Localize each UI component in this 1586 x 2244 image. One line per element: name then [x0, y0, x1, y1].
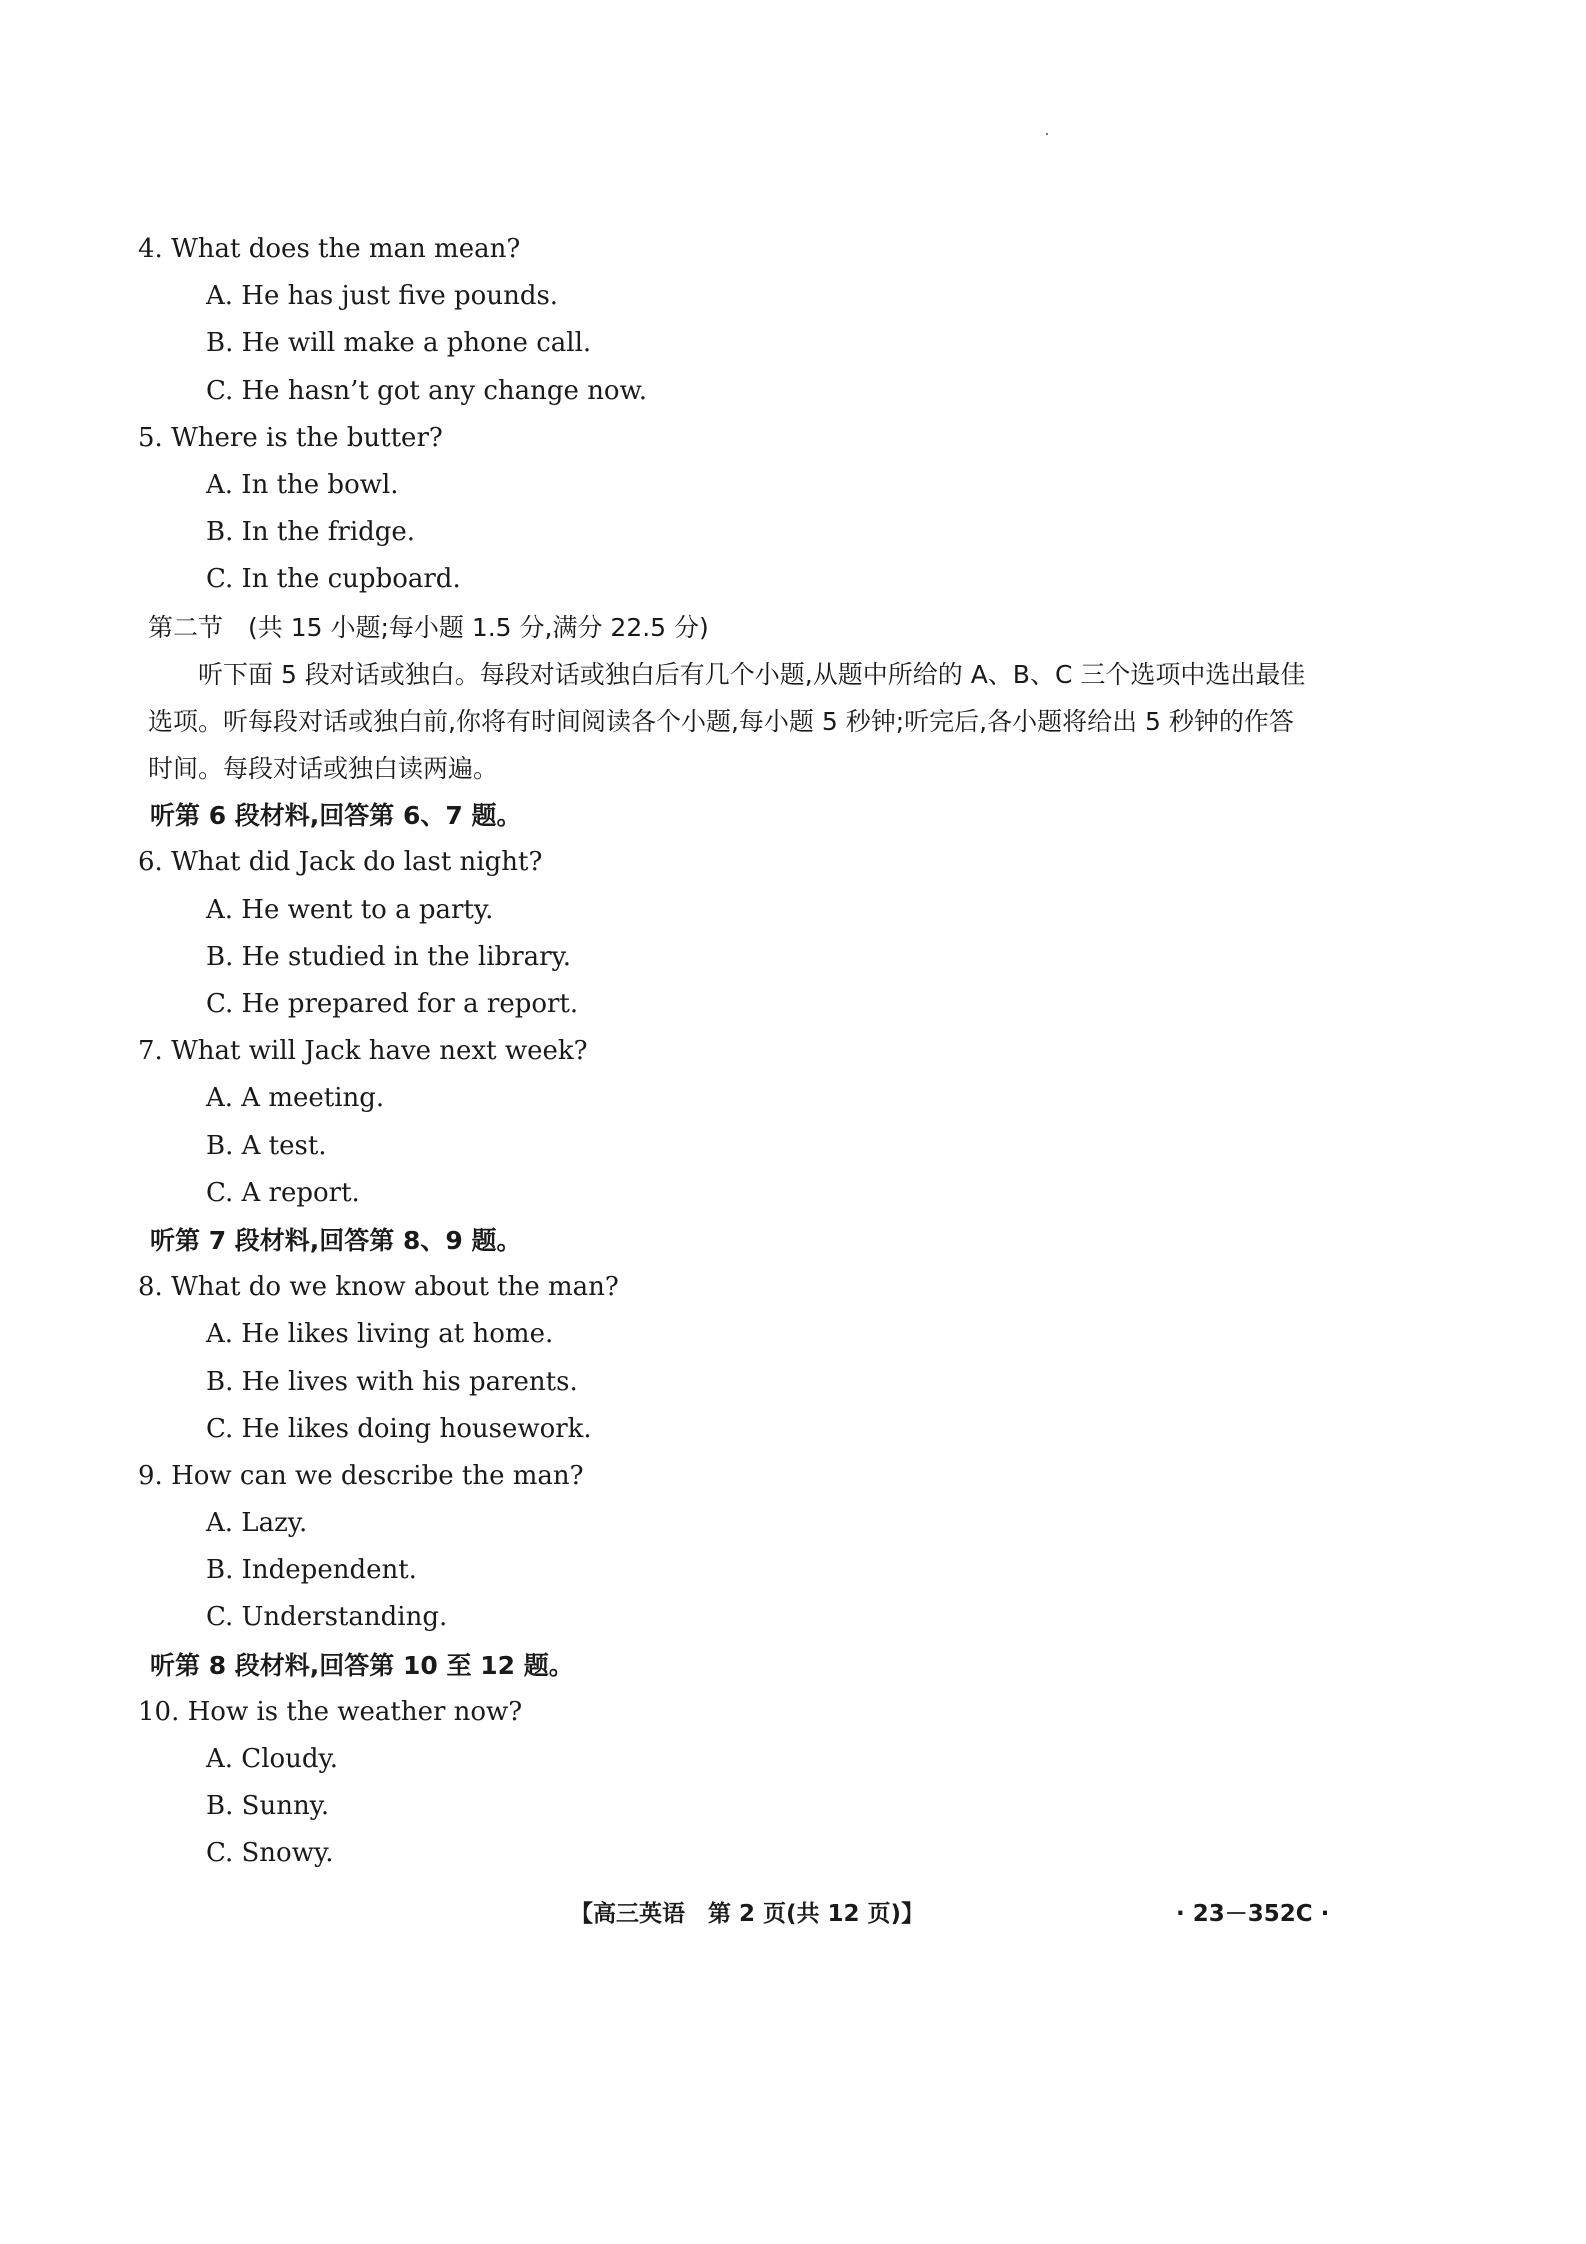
answer-option: B. Independent. [206, 1555, 417, 1586]
answer-option: C. Snowy. [206, 1838, 334, 1869]
answer-option: C. He prepared for a report. [206, 989, 579, 1020]
answer-option: B. He studied in the library. [206, 941, 572, 972]
section-heading: 第二节 (共 15 小题;每小题 1.5 分,满分 22.5 分) [148, 612, 709, 642]
answer-option: B. Sunny. [206, 1791, 330, 1822]
answer-option: C. Understanding. [206, 1602, 448, 1633]
question-stem: 5. Where is the butter? [138, 422, 443, 453]
answer-option: A. He likes living at home. [206, 1319, 554, 1350]
page-number-label: 【高三英语 第 2 页(共 12 页)】 [570, 1901, 925, 1927]
answer-option: A. He has just five pounds. [206, 281, 559, 312]
section-instructions: 听下面 5 段对话或独白。每段对话或独白后有几个小题,从题中所给的 A、B、C 三个选项中选出最佳选项。听每段对话或独白前,你将有时间阅读各个小题,每小题 5 秒钟;听完后,各小题将给出 5 秒钟的作答时间。每段对话或独白读两遍。 [148, 659, 1306, 784]
answer-option: A. He went to a party. [206, 894, 494, 925]
page-footer [0, 1895, 1586, 1935]
page-content [136, 226, 1376, 1878]
answer-option: C. A report. [206, 1177, 360, 1208]
question-stem: 9. How can we describe the man? [138, 1460, 584, 1491]
part-heading: 听第 7 段材料,回答第 8、9 题。 [150, 1225, 522, 1255]
answer-option: C. He hasn’t got any change now. [206, 375, 648, 406]
answer-option: B. He will make a phone call. [206, 328, 592, 359]
answer-option: A. Cloudy. [206, 1744, 339, 1775]
part-heading: 听第 6 段材料,回答第 6、7 题。 [150, 801, 522, 831]
scan-speck [1046, 133, 1048, 135]
answer-option: A. Lazy. [206, 1508, 308, 1539]
part-heading: 听第 8 段材料,回答第 10 至 12 题。 [150, 1650, 574, 1680]
question-stem: 6. What did Jack do last night? [138, 847, 543, 878]
answer-option: C. He likes doing housework. [206, 1413, 592, 1444]
exam-code: · 23－352C · [1176, 1901, 1330, 1927]
answer-option: C. In the cupboard. [206, 564, 461, 595]
question-stem: 8. What do we know about the man? [138, 1272, 619, 1303]
question-stem: 10. How is the weather now? [138, 1696, 523, 1727]
question-stem: 4. What does the man mean? [138, 234, 521, 264]
answer-option: B. He lives with his parents. [206, 1366, 578, 1397]
answer-option: A. A meeting. [206, 1083, 385, 1114]
question-stem: 7. What will Jack have next week? [138, 1036, 588, 1067]
answer-option: A. In the bowl. [206, 469, 399, 500]
answer-option: B. In the fridge. [206, 517, 416, 548]
answer-option: B. A test. [206, 1130, 327, 1161]
